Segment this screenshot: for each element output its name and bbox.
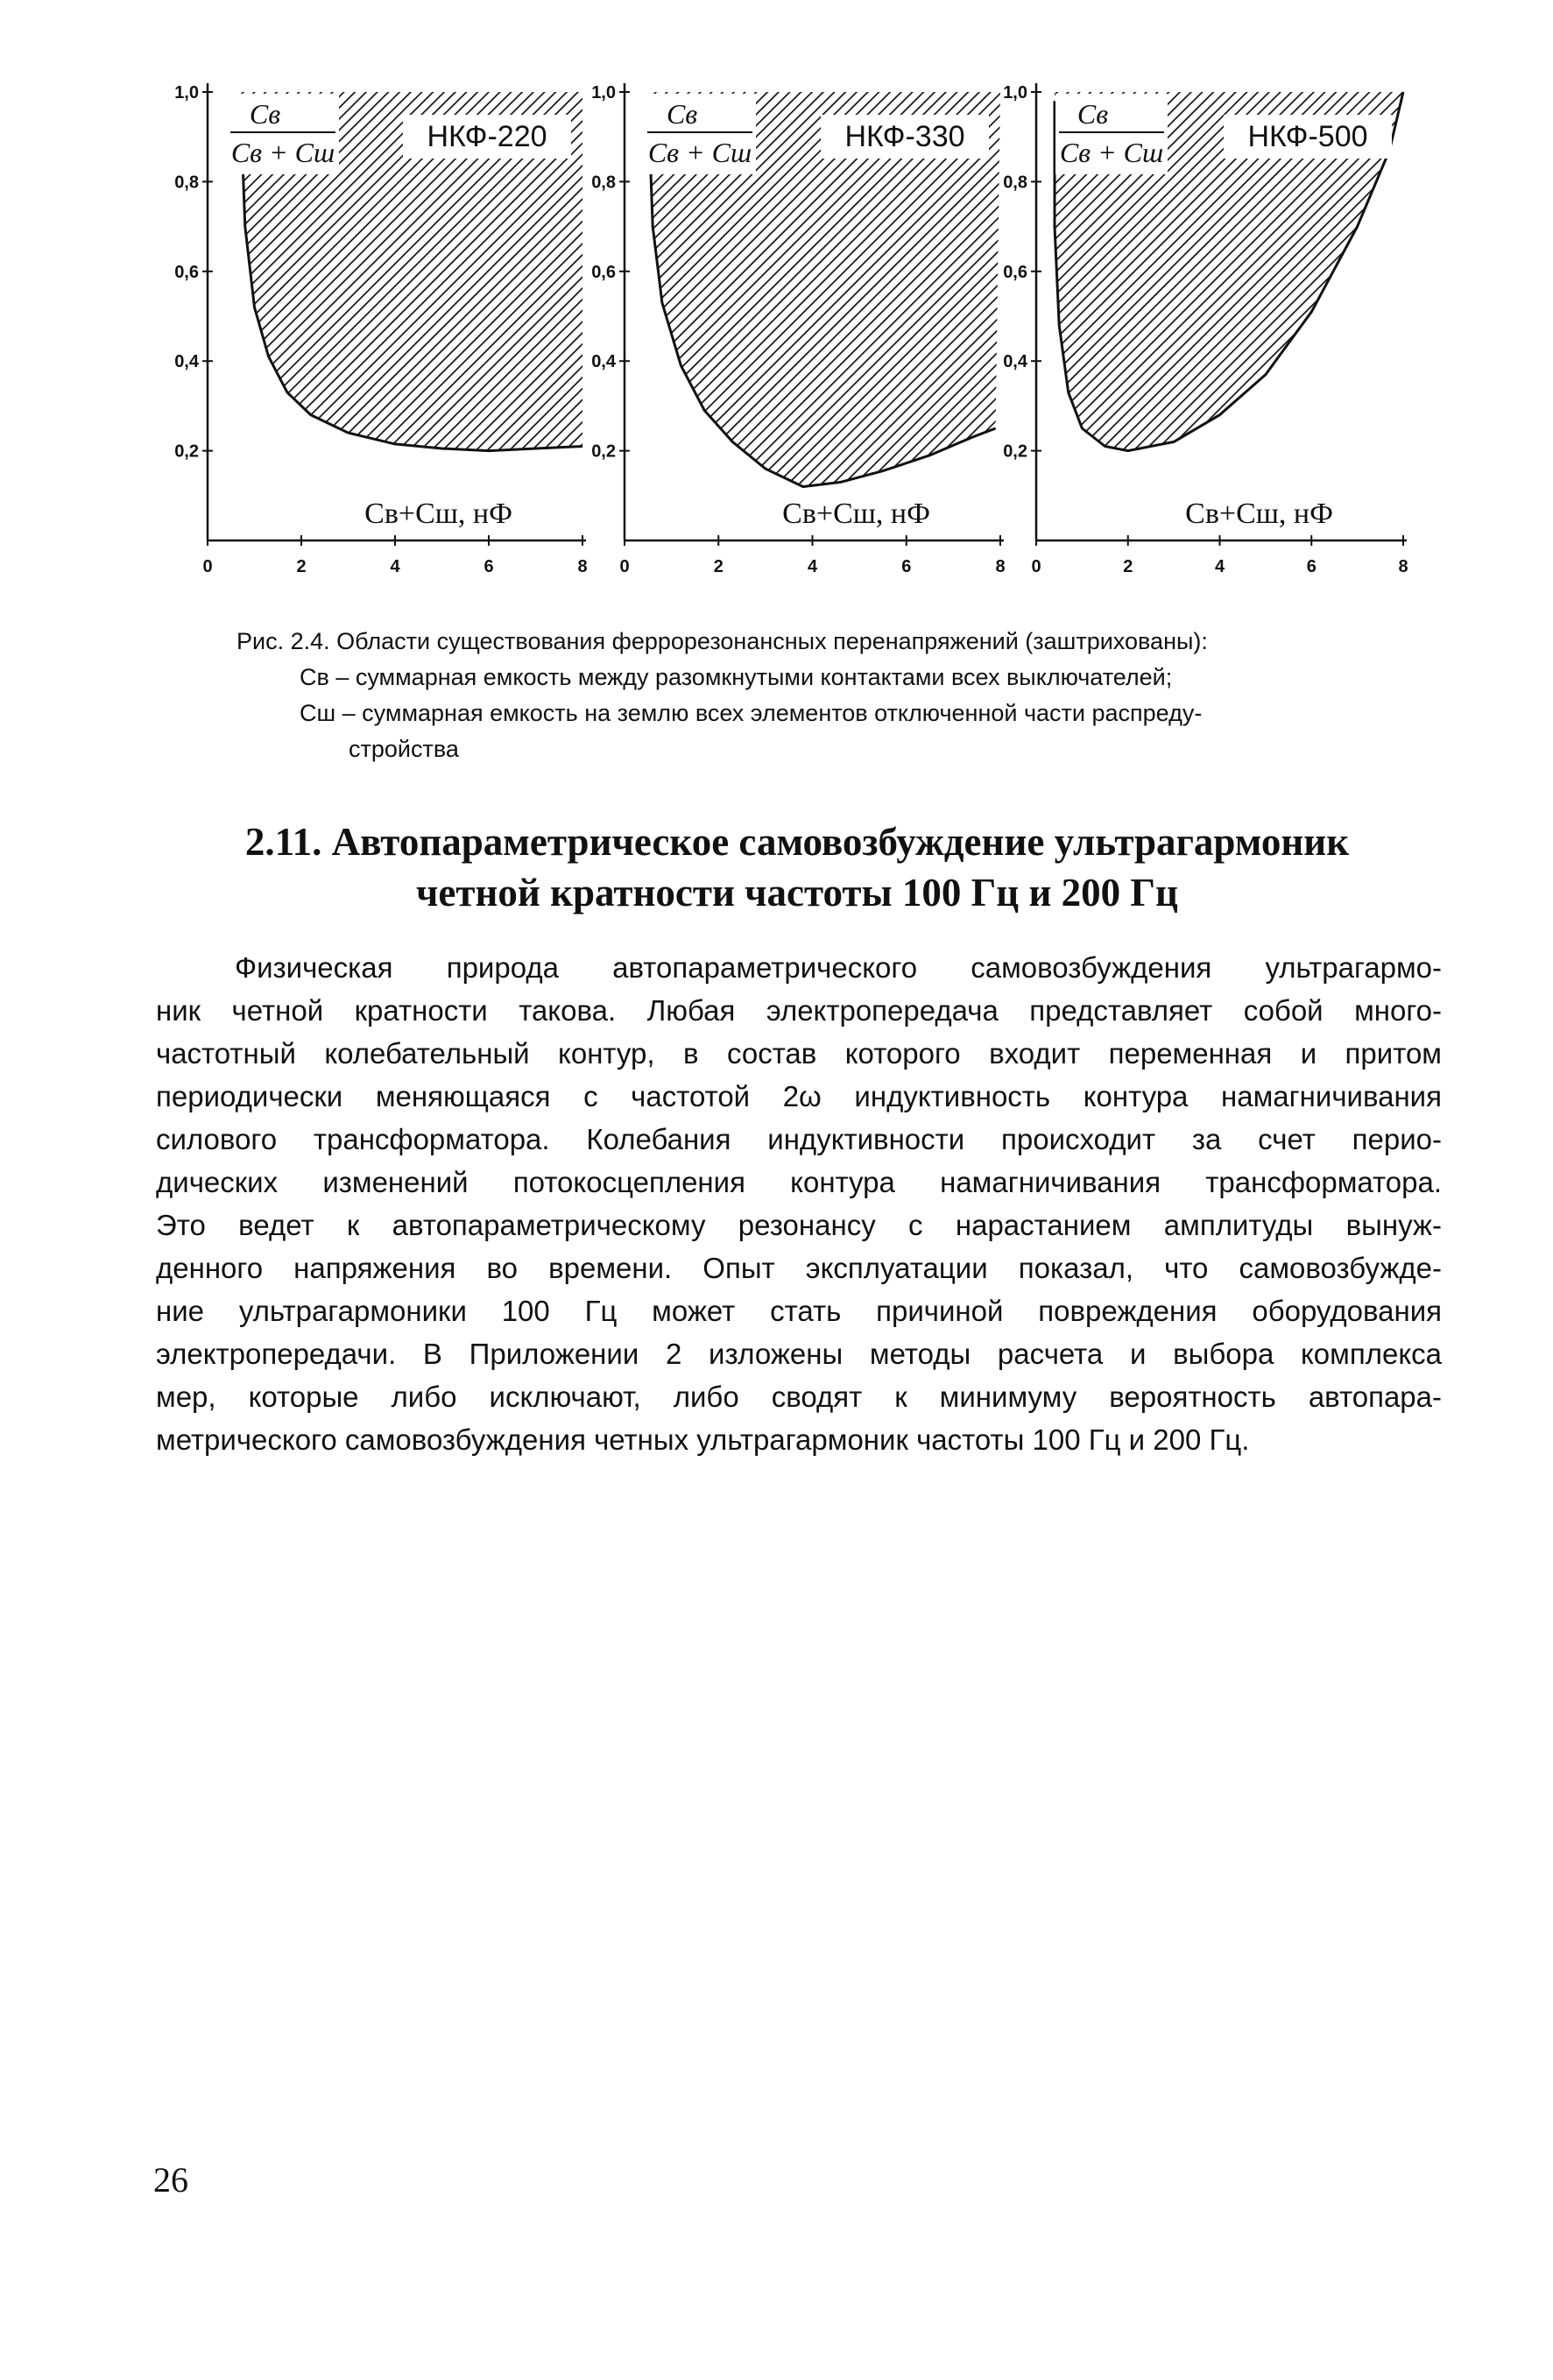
- x-tick-label: 6: [1306, 557, 1317, 576]
- y-tick-label: 0,6: [1003, 262, 1027, 282]
- ratio-numerator: Cв: [249, 98, 281, 130]
- section-heading-line-2: четной кратности частоты 100 Гц и 200 Гц: [416, 871, 1178, 915]
- y-tick-label: 0,8: [591, 173, 616, 193]
- y-tick-label: 0,4: [174, 352, 199, 372]
- section-heading-line-1: 2.11. Автопараметрическое самовозбуждение ультрагармоник: [244, 820, 1350, 864]
- y-tick-label: 0,6: [591, 262, 616, 282]
- chart-panel: [591, 83, 1005, 576]
- ratio-denominator: Cв + Cш: [647, 137, 752, 168]
- y-tick-label: 1,0: [591, 83, 616, 102]
- body-line: мер, которые либо исключают, либо сводят к минимуму вероятность автопара-: [156, 1381, 1442, 1413]
- x-tick-label: 6: [901, 557, 912, 576]
- y-tick-label: 1,0: [1003, 83, 1027, 102]
- x-tick-label: 2: [1123, 557, 1133, 576]
- ferroresonance-figure: [0, 0, 1553, 596]
- x-tick-label: 4: [390, 557, 400, 576]
- chart-panel: [174, 83, 587, 576]
- body-line: ник четной кратности такова. Любая электропередача представляет собой много-: [156, 994, 1442, 1027]
- body-line: дических изменений потокосцепления контура намагничивания трансформатора.: [156, 1166, 1442, 1198]
- x-tick-label: 8: [577, 557, 588, 576]
- x-tick-label: 6: [484, 557, 494, 576]
- x-tick-label: 2: [713, 557, 724, 576]
- x-tick-label: 8: [995, 557, 1006, 576]
- ratio-denominator: Cв + Cш: [1059, 137, 1164, 168]
- body-line: метрического самовозбуждения четных ультрагармоник частоты 100 Гц и 200 Гц.: [156, 1423, 1250, 1456]
- panel-title: НКФ-500: [1247, 120, 1368, 153]
- body-line: ние ультрагармоники 100 Гц может стать причиной повреждения оборудования: [156, 1295, 1442, 1327]
- x-tick-label: 4: [1214, 557, 1225, 576]
- body-line: электропередачи. В Приложении 2 изложены методы расчета и выбора комплекса: [156, 1338, 1442, 1370]
- x-tick-label: 8: [1398, 557, 1408, 576]
- panel-title: НКФ-330: [844, 120, 965, 153]
- caption-line-1: Рис. 2.4. Области существования феррорезонансных перенапряжений (заштрихованы):: [236, 628, 1208, 654]
- body-paragraph: [156, 946, 1442, 1461]
- x-axis-label: Cв+Cш, нФ: [782, 498, 930, 530]
- body-line: денного напряжения во времени. Опыт эксплуатации показал, что самовозбужде-: [156, 1252, 1442, 1284]
- x-axis-label: Cв+Cш, нФ: [1185, 498, 1333, 530]
- ratio-numerator: Cв: [666, 98, 698, 130]
- body-line: Это ведет к автопараметрическому резонансу с нарастанием амплитуды вынуж-: [156, 1209, 1442, 1241]
- page-number: 26: [153, 2160, 188, 2200]
- chart-panel: [1003, 83, 1408, 576]
- x-axis-label: Cв+Cш, нФ: [364, 498, 512, 530]
- x-tick-label: 2: [296, 557, 307, 576]
- section-heading: [158, 816, 1437, 918]
- y-tick-label: 0,6: [174, 262, 199, 282]
- caption-line-4: стройства: [349, 736, 459, 762]
- y-tick-label: 1,0: [174, 83, 199, 102]
- x-tick-label: 0: [1031, 557, 1041, 576]
- ratio-numerator: Cв: [1077, 98, 1109, 130]
- x-tick-label: 0: [202, 557, 213, 576]
- y-tick-label: 0,8: [174, 173, 199, 193]
- caption-line-2: Cв – суммарная емкость между разомкнутыми контактами всех выключателей;: [300, 664, 1173, 690]
- y-tick-label: 0,4: [1003, 352, 1027, 372]
- body-line: Физическая природа автопараметрического самовозбуждения ультрагармо-: [235, 951, 1442, 984]
- y-tick-label: 0,2: [174, 441, 199, 462]
- y-tick-label: 0,2: [591, 441, 616, 462]
- body-line: частотный колебательный контур, в состав которого входит переменная и притом: [156, 1037, 1442, 1070]
- x-tick-label: 0: [619, 557, 630, 576]
- y-tick-label: 0,4: [591, 352, 616, 372]
- panel-title: НКФ-220: [427, 120, 547, 153]
- x-tick-label: 4: [807, 557, 818, 576]
- y-tick-label: 0,2: [1003, 441, 1027, 462]
- figure-caption: [236, 624, 1445, 767]
- body-line: периодически меняющаяся с частотой 2ω индуктивность контура намагничивания: [156, 1080, 1442, 1112]
- body-line: силового трансформатора. Колебания индуктивности происходит за счет перио-: [156, 1123, 1442, 1155]
- caption-line-3: Cш – суммарная емкость на землю всех элементов отключенной части распреду-: [300, 700, 1203, 726]
- y-tick-label: 0,8: [1003, 173, 1027, 193]
- ratio-denominator: Cв + Cш: [230, 137, 335, 168]
